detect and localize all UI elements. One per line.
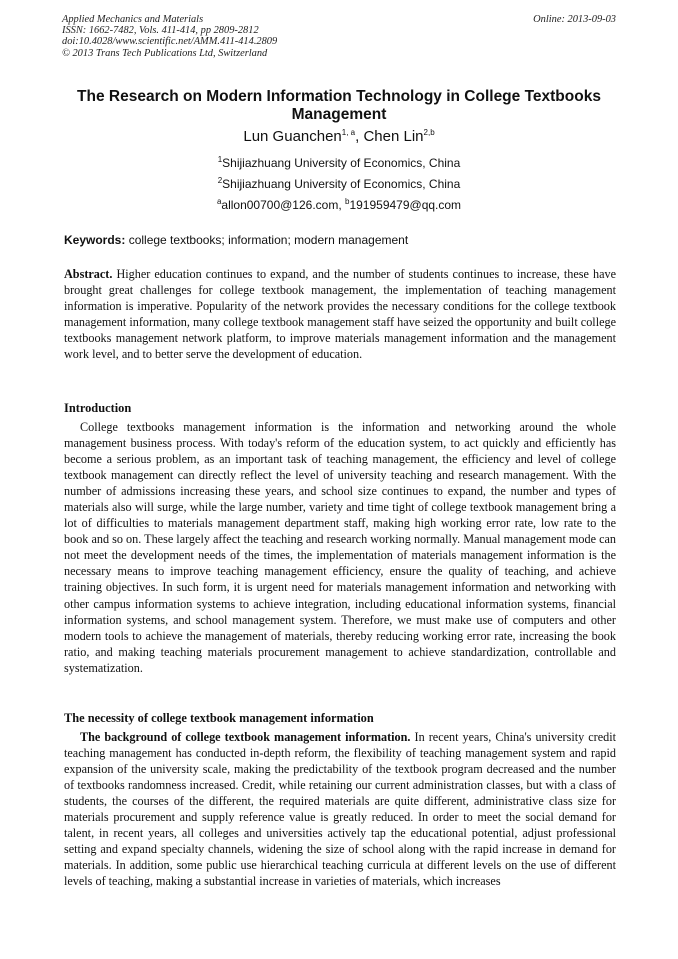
introduction-paragraph: College textbooks management information is the information and networking around the whole management business process. With today's reform of the education system, to act quickly and efficiently has become a serious problem, as an important task of teaching management, the efficiency and level of college textbook management can directly reflect the level of university teaching and research management. With the number of admissions increasing these years, and school size continues to expand, the number and types of materials also will surge, while the large number, variety and time tight of college textbook management bring a lot of difficulties to materials management department staff, making high working error rate, low rate to the book and so on. These largely affect the teaching and research working normally. Manual management mode can not meet the development needs of the times, the implementation of materials management information is the necessary means to improve teaching management efficiency, ensure the quality of teaching, and achieve training objectives. In such form, it is urgent need for materials management information and networking with other campus information systems to achieve integration, including educational information systems, financial information systems, and school management system. Therefore, we must make use of computers and other modern tools to achieve the management of materials, thereby reducing working error rate, increasing the book ratio, and making teaching materials procurement management to achieve standardization, controllable and systematization. [64,420,616,675]
affiliation-1 [40,156,638,170]
doi-line: doi:10.4028/www.scientific.net/AMM.411-414.2809 [62,36,278,48]
abstract [64,266,616,362]
online-date: Online: 2013-09-03 [533,14,616,25]
keywords-label: Keywords: [64,233,126,247]
introduction-heading: Introduction [64,401,132,415]
affiliation-1-mark: 1 [217,155,223,164]
abstract-text: Higher education continues to expand, and the number of students continues to increase, these have brought great challenges for college textbook management, the implementation of teaching management information is imperative. Popularity of the network provides the necessary conditions for the college textbook management information, many college textbook management staff have seized the opportunity and built college textbooks management network platform, to improve materials management information and the management work level, and to better serve the development of education. [64,267,616,362]
email-a-mark: a [216,197,222,206]
keywords [64,233,616,247]
necessity-paragraph [64,729,616,953]
issn-line: ISSN: 1662-7482, Vols. 411-414, pp 2809-2812 [62,25,259,37]
keywords-text: college textbooks; information; modern management [125,233,409,247]
affiliation-2-text: Shijiazhuang University of Economics, China [222,177,461,191]
email-b[interactable]: 191959479@qq.com [349,198,462,212]
copyright-line: © 2013 Trans Tech Publications Ltd, Switzerland [62,47,268,59]
paper-title: The Research on Modern Information Technology in College Textbooks Management [77,88,601,123]
email-line [40,198,638,212]
email-a[interactable]: allon00700@126.com, [221,198,345,212]
necessity-lead: The background of college textbook management information. [80,730,411,744]
author-1: Lun Guanchen [243,128,342,145]
journal-header [62,14,616,59]
author-1-affiliation-mark: 1, a [341,128,356,137]
necessity-heading: The necessity of college textbook management information [64,711,374,725]
affiliation-2-mark: 2 [217,176,223,185]
author-separator: , [355,128,364,145]
author-2-affiliation-mark: 2,b [423,128,435,137]
author-line [40,128,638,146]
email-b-mark: b [345,197,350,206]
affiliation-1-text: Shijiazhuang University of Economics, China [222,156,461,170]
affiliation-2 [40,177,638,191]
abstract-label: Abstract. [64,267,113,281]
journal-name: Applied Mechanics and Materials [62,14,204,25]
necessity-text: In recent years, China's university credit teaching management has conducted in-depth reform, the flexibility of teaching management system and rapid expansion of the university scale, making the predictability of the textbook program decreased and the number of textbooks randomness increased. Credit, while retaining our current administration classes, but with a class of students, the courses of the different, the required materials are quite different, administrative class size for materials procurement and supply reference value is greatly reduced. In order to meet the social demand for talent, in recent years, all colleges and universities actively tap the educational potential, adjust professional setting and expand specialty channels, widening the size of school along with the rapid increase in demand for materials. In addition, some public use hierarchical teaching curricula at different levels on the use of different levels of teaching, making a substantial increase in varieties of materials, which increases [64,730,616,889]
author-2: Chen Lin [363,128,424,145]
